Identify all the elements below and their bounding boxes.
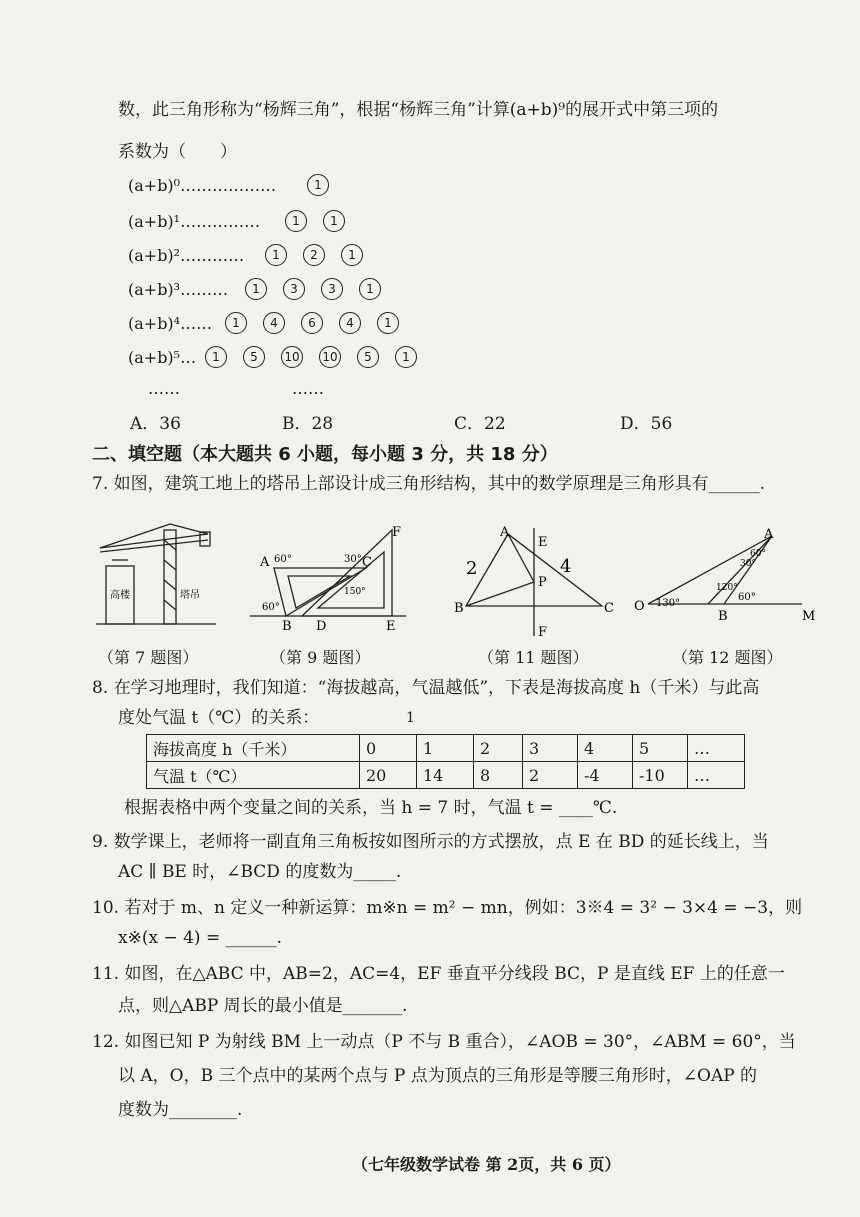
section-title: 二、填空题（本大题共 6 小题，每小题 3 分，共 18 分） bbox=[92, 444, 558, 465]
fig11-label-a: A bbox=[500, 525, 510, 540]
q11-line2: 点，则△ABP 周长的最小值是_______. bbox=[118, 996, 408, 1016]
circled-number: 1 bbox=[245, 278, 267, 300]
q6-line1: 数，此三角形称为“杨辉三角”，根据“杨辉三角”计算(a+b)⁹的展开式中第三项的 bbox=[118, 100, 719, 120]
circled-number: 3 bbox=[283, 278, 305, 300]
fig9-hand-2: 30° bbox=[344, 554, 362, 565]
q6-line2: 系数为（ ） bbox=[118, 142, 237, 162]
triangle-row-label: (a+b)³……… bbox=[128, 280, 229, 299]
table-cell: 1 bbox=[417, 735, 474, 762]
figure-11-triangle bbox=[450, 524, 622, 640]
circled-number: 1 bbox=[225, 312, 247, 334]
q10-line1: 10. 若对于 m、n 定义一种新运算：m※n = m² − mn，例如：3※4 = 3² − 3×4 = −3，则 bbox=[92, 898, 803, 918]
table-cell: 14 bbox=[417, 762, 474, 789]
table-cell: 2 bbox=[523, 762, 578, 789]
table-cell: 4 bbox=[578, 735, 633, 762]
triangle-row-label: (a+b)⁴…… bbox=[128, 314, 213, 333]
circled-number: 1 bbox=[285, 210, 307, 232]
table-cell: 3 bbox=[523, 735, 578, 762]
q9-line2: AC ∥ BE 时，∠BCD 的度数为_____. bbox=[118, 862, 402, 882]
q11-line1: 11. 如图，在△ABC 中，AB=2，AC=4，EF 垂直平分线段 BC，P 是直线 EF 上的任意一 bbox=[92, 964, 785, 984]
triangle-row-label: (a+b)⁵… bbox=[128, 348, 197, 367]
fig9-label-f: F bbox=[392, 525, 402, 540]
table-cell: 气温 t（℃） bbox=[147, 762, 360, 789]
circled-number: 10 bbox=[281, 346, 303, 368]
q12-line2: 以 A，O，B 三个点中的某两个点与 P 点为顶点的三角形是等腰三角形时，∠OAP 的 bbox=[118, 1066, 758, 1086]
fig11-caption: （第 11 题图） bbox=[478, 648, 589, 667]
q8-line2: 度处气温 t（℃）的关系： bbox=[118, 708, 320, 728]
circled-number: 10 bbox=[319, 346, 341, 368]
option-d: D．56 bbox=[620, 414, 673, 434]
fig12-label-o: O bbox=[634, 599, 645, 614]
circled-number: 4 bbox=[263, 312, 285, 334]
figure-9-triangles bbox=[246, 522, 418, 634]
option-b: B．28 bbox=[282, 414, 334, 434]
fig9-label-a: A bbox=[260, 555, 270, 570]
fig12-caption: （第 12 题图） bbox=[672, 648, 783, 667]
q9-line1: 9. 数学课上，老师将一副直角三角板按如图所示的方式摆放，点 E 在 BD 的延长线上，当 bbox=[92, 832, 769, 852]
triangle-row-label: (a+b)²………… bbox=[128, 246, 245, 265]
figure-7-crane bbox=[96, 520, 222, 630]
circled-number: 1 bbox=[205, 346, 227, 368]
fig11-label-f: F bbox=[538, 625, 548, 640]
building-label: 高楼 bbox=[110, 590, 130, 601]
table-cell: 5 bbox=[633, 735, 688, 762]
fig9-label-d: D bbox=[316, 619, 327, 634]
fig9-label-c: C bbox=[362, 555, 372, 570]
q8-after: 根据表格中两个变量之间的关系，当 h = 7 时，气温 t = ____℃. bbox=[124, 798, 618, 818]
fig12-hand-5: 60° bbox=[750, 549, 766, 559]
fig11-hand-2: 2 bbox=[466, 558, 478, 579]
table-cell: 8 bbox=[474, 762, 523, 789]
fig7-caption: （第 7 题图） bbox=[98, 648, 199, 667]
q8-table bbox=[146, 734, 745, 789]
q8-hand-note: 1 bbox=[406, 710, 415, 726]
crane-label: 塔吊 bbox=[180, 590, 200, 601]
fig12-hand-1: 130° bbox=[656, 598, 681, 609]
q12-line3: 度数为________. bbox=[118, 1100, 243, 1120]
fig12-label-m: M bbox=[802, 609, 816, 624]
fig12-hand-4: 30° bbox=[740, 559, 756, 569]
fig9-label-e: E bbox=[386, 619, 396, 634]
circled-number: 5 bbox=[357, 346, 379, 368]
triangle-row-label: (a+b)⁰……………… bbox=[128, 176, 277, 195]
table-cell: -4 bbox=[578, 762, 633, 789]
circled-number: 1 bbox=[395, 346, 417, 368]
fig9-caption: （第 9 题图） bbox=[270, 648, 371, 667]
fig11-label-c: C bbox=[604, 601, 614, 616]
fig12-hand-2: 120° bbox=[716, 583, 738, 593]
table-cell: 20 bbox=[360, 762, 417, 789]
page-footer: （七年级数学试卷 第 2页，共 6 页） bbox=[352, 1155, 621, 1174]
table-row bbox=[147, 762, 745, 789]
dots-left: …… bbox=[148, 379, 180, 398]
fig9-hand-4: 150° bbox=[344, 587, 366, 597]
circled-number: 6 bbox=[301, 312, 323, 334]
circled-number: 1 bbox=[323, 210, 345, 232]
triangle-row-label: (a+b)¹…………… bbox=[128, 212, 261, 231]
fig9-hand-3: 60° bbox=[262, 602, 280, 613]
table-row bbox=[147, 735, 745, 762]
fig11-label-p: P bbox=[538, 575, 547, 590]
circled-number: 1 bbox=[377, 312, 399, 334]
circled-number: 1 bbox=[307, 174, 329, 196]
option-c: C．22 bbox=[454, 414, 506, 434]
table-cell: -10 bbox=[633, 762, 688, 789]
circled-number: 3 bbox=[321, 278, 343, 300]
fig11-label-b: B bbox=[454, 601, 464, 616]
fig9-label-b: B bbox=[282, 619, 292, 634]
circled-number: 1 bbox=[359, 278, 381, 300]
table-cell: 海拔高度 h（千米） bbox=[147, 735, 360, 762]
circled-number: 1 bbox=[341, 244, 363, 266]
table-cell: 2 bbox=[474, 735, 523, 762]
fig11-hand-4: 4 bbox=[560, 556, 572, 577]
circled-number: 1 bbox=[265, 244, 287, 266]
fig12-hand-3: 60° bbox=[738, 592, 756, 603]
option-a: A．36 bbox=[130, 414, 181, 434]
fig12-label-a: A bbox=[764, 528, 774, 542]
table-cell: … bbox=[688, 735, 745, 762]
q12-line1: 12. 如图已知 P 为射线 BM 上一动点（P 不与 B 重合），∠AOB = 30°，∠ABM = 60°，当 bbox=[92, 1032, 796, 1052]
circled-number: 4 bbox=[339, 312, 361, 334]
circled-number: 5 bbox=[243, 346, 265, 368]
fig12-label-b: B bbox=[718, 609, 728, 624]
q8-line1: 8. 在学习地理时，我们知道：“海拔越高，气温越低”，下表是海拔高度 h（千米）与此高 bbox=[92, 678, 760, 698]
q10-line2: x※(x − 4) = ______. bbox=[118, 928, 283, 948]
dots-right: …… bbox=[292, 379, 324, 398]
table-cell: … bbox=[688, 762, 745, 789]
figure-12-ray bbox=[632, 528, 828, 628]
table-cell: 0 bbox=[360, 735, 417, 762]
circled-number: 2 bbox=[303, 244, 325, 266]
fig9-hand-1: 60° bbox=[274, 554, 292, 565]
q7-text: 7. 如图，建筑工地上的塔吊上部设计成三角形结构，其中的数学原理是三角形具有______. bbox=[92, 474, 766, 494]
fig11-label-e: E bbox=[538, 535, 548, 550]
